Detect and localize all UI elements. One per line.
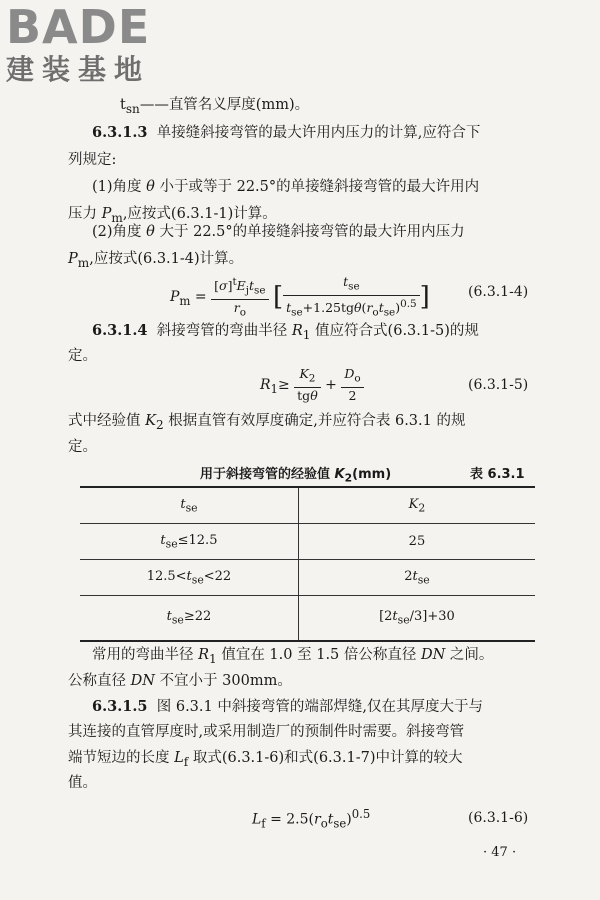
- section-6-3-1-3-cont: 列规定:: [68, 152, 117, 168]
- eq5-number: (6.3.1-5): [468, 377, 529, 393]
- item-1-line-b: 压力 $P_m$,应按式(6.3.1-1)计算。: [68, 206, 277, 225]
- section-text: 斜接弯管的弯曲半径 $R_1$ 值应符合式(6.3.1-5)的规: [156, 323, 479, 342]
- section-text: 图 6.3.1 中斜接弯管的端部焊缝,仅在其厚度大于与: [156, 699, 483, 715]
- section-number: 6.3.1.5: [92, 698, 148, 715]
- eq4-numerator-2: $t_{se}$: [283, 274, 420, 296]
- k2-paragraph-line-b: 定。: [68, 439, 97, 455]
- equation-6-3-1-5: [260, 366, 364, 404]
- eq4-number: (6.3.1-4): [468, 284, 529, 300]
- table-cell: $t_{se}\ge 22$: [80, 596, 298, 642]
- eq5-denominator-1: tgθ: [297, 387, 318, 403]
- k2-paragraph-line-a: 式中经验值 $K_2$ 根据直管有效厚度确定,并应符合表 6.3.1 的规: [68, 413, 466, 432]
- table-row: [80, 524, 535, 560]
- section-6-3-1-4: [92, 321, 479, 345]
- eq5-fraction-1: [294, 366, 321, 404]
- equation-6-3-1-4: $P_m$ = $\frac{[\sigma]^tE_jt_{se}}{r_o}$ [ $\frac{t_{se}}{t_{se}+1.25tg\theta(r_ot_{se})^{0.5}}$ ]: [170, 274, 430, 319]
- page-number: · 47 ·: [483, 845, 517, 860]
- k2-table: [80, 486, 535, 642]
- common-radius-line-a: 常用的弯曲半径 $R_1$ 值宜在 1.0 至 1.5 倍公称直径 DN 之间。: [92, 647, 494, 666]
- section-text: 单接缝斜接弯管的最大许用内压力的计算,应符合下: [156, 125, 481, 141]
- table-header-cell: $t_{se}$: [80, 487, 298, 524]
- eq5-numerator-2: $D_o$: [341, 366, 363, 388]
- table-row: [80, 596, 535, 642]
- section-number: 6.3.1.3: [92, 124, 148, 141]
- tsn-definition: $t_{sn}——$直管名义厚度(mm)。: [120, 97, 310, 116]
- item-2-line-b: $P_m$,应按式(6.3.1-4)计算。: [68, 251, 244, 270]
- eq5-fraction-2: [341, 366, 363, 404]
- table-cell: 25: [298, 524, 535, 560]
- table-cell: $2t_{se}$: [298, 560, 535, 596]
- section-6-3-1-5-line-c: 端节短边的长度 $L_f$ 取式(6.3.1-6)和式(6.3.1-7)中计算的较大: [68, 750, 463, 769]
- eq4-denominator-2: $t_{se}+1.25tg\theta(r_ot_{se})^{0.5}$: [286, 297, 417, 319]
- common-radius-line-b: 公称直径 DN 不宜小于 300mm。: [68, 673, 292, 689]
- eq4-denominator-1: $r_o$: [233, 299, 246, 319]
- watermark-subtitle: 建装基地: [6, 53, 151, 86]
- section-6-3-1-4-cont: 定。: [68, 348, 97, 364]
- watermark-brand: BADE: [6, 0, 151, 54]
- eq5-numerator-1: $K_2$: [294, 366, 321, 388]
- table-cell: $t_{se}\le 12.5$: [80, 524, 298, 560]
- table-header-row: [80, 487, 535, 524]
- section-6-3-1-5-line-b: 其连接的直管厚度时,或采用制造厂的预制件时需要。斜接弯管: [68, 724, 465, 740]
- eq4-fraction-2: [283, 274, 420, 320]
- table-cell: $[2t_{se}/3]+30$: [298, 596, 535, 642]
- watermark-logo: [6, 0, 151, 86]
- table-label: 表 6.3.1: [470, 467, 525, 482]
- eq4-lhs: $P_m$ =: [170, 289, 207, 308]
- item-2-line-a: (2)角度 θ 大于 22.5°的单接缝斜接弯管的最大许用内压力: [92, 224, 465, 240]
- table-row: [80, 560, 535, 596]
- eq5-denominator-2: 2: [348, 387, 357, 403]
- table-cell: $12.5<t_{se}<22$: [80, 560, 298, 596]
- table-header-cell: $K_2$: [298, 487, 535, 524]
- item-1-line-a: (1)角度 θ 小于或等于 22.5°的单接缝斜接弯管的最大许用内: [92, 179, 480, 195]
- eq4-numerator-1: $[\sigma]^tE_jt_{se}$: [211, 274, 268, 300]
- eq5-lhs: $R_1\ge$: [260, 376, 290, 396]
- eq5-plus: +: [325, 376, 337, 393]
- section-6-3-1-3: [92, 123, 480, 143]
- section-number: 6.3.1.4: [92, 322, 148, 339]
- eq6-number: (6.3.1-6): [468, 810, 529, 826]
- section-6-3-1-5-line-d: 值。: [68, 775, 97, 791]
- section-6-3-1-5: [92, 697, 483, 717]
- table-title: 用于斜接弯管的经验值 $K_2(mm)$: [200, 467, 392, 485]
- equation-6-3-1-6: $L_f = 2.5(r_ot_{se})^{0.5}$: [252, 807, 371, 831]
- eq4-fraction-1: [211, 274, 268, 320]
